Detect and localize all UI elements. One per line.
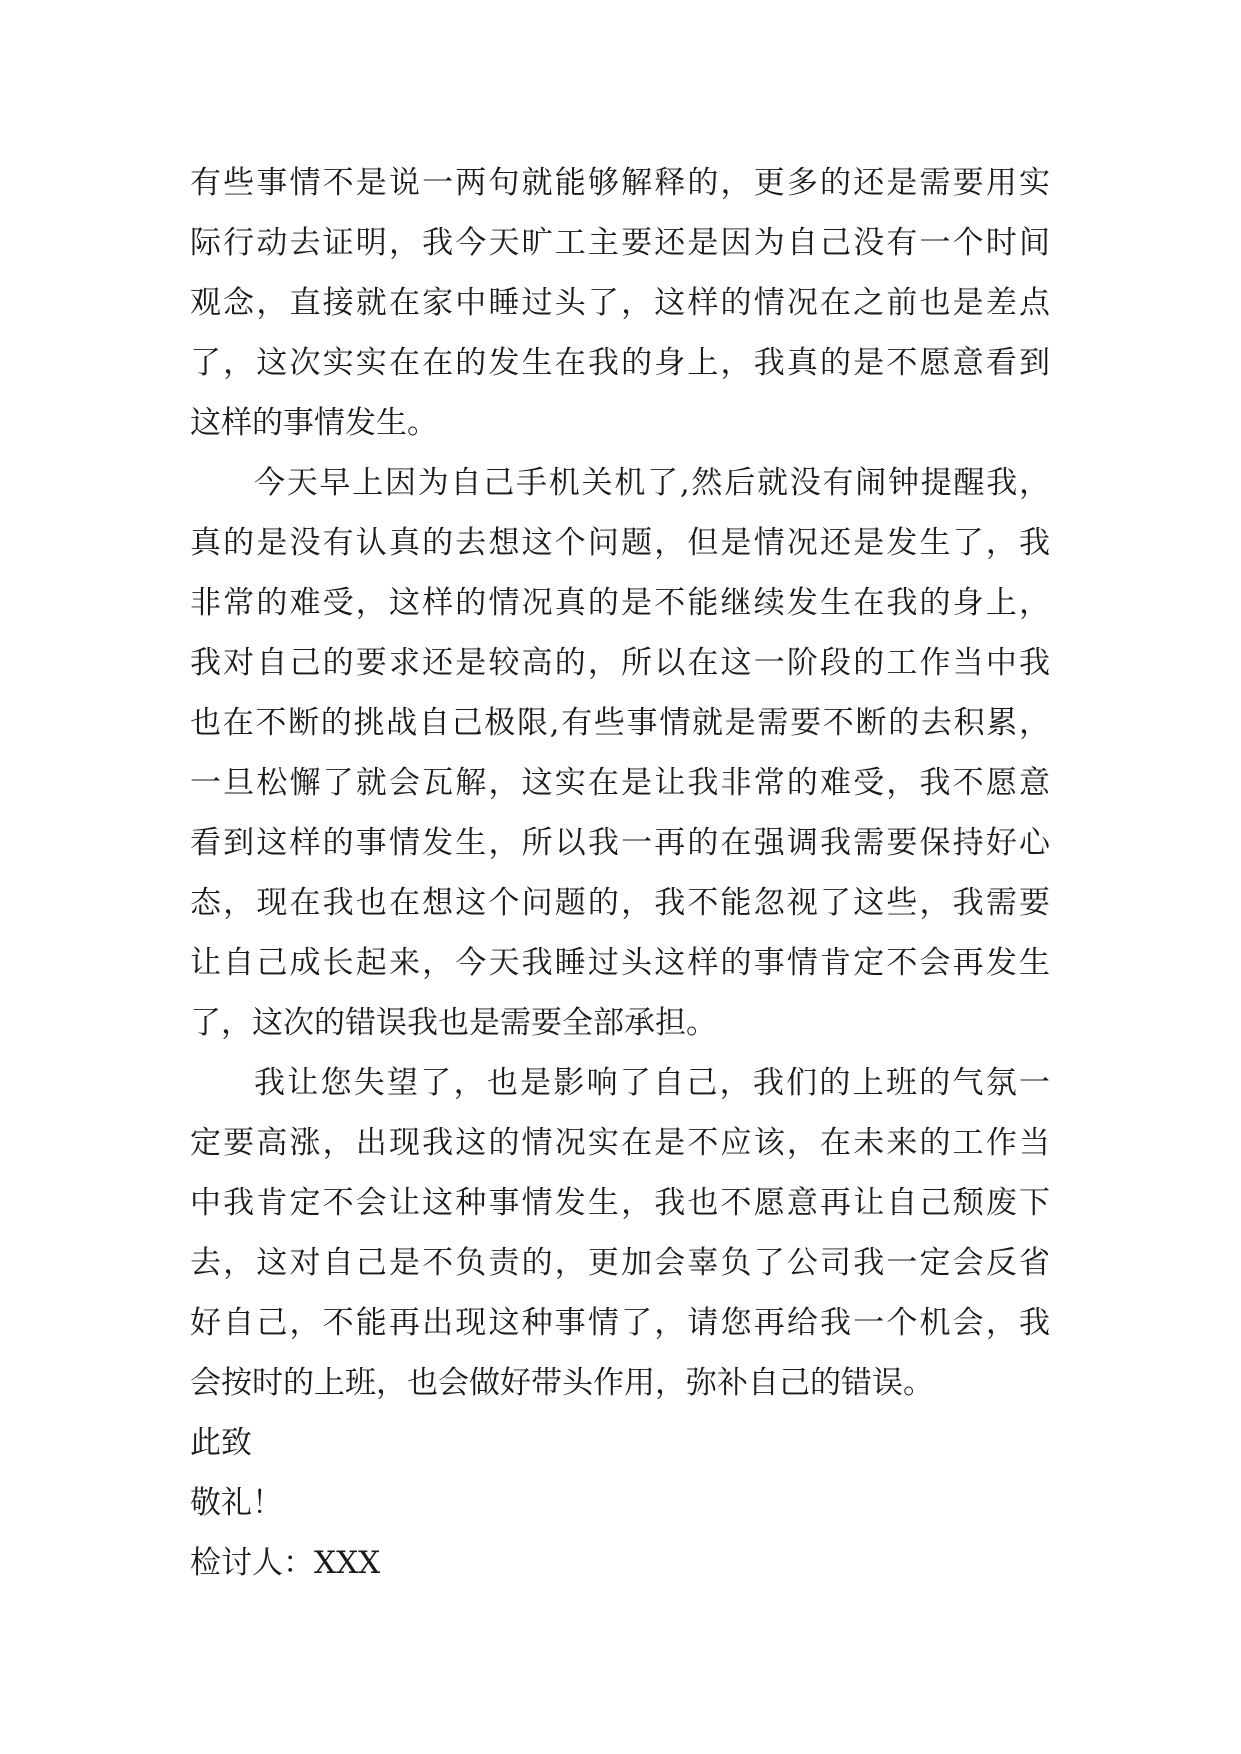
text-line: 中我肯定不会让这种事情发生，我也不愿意再让自己颓废下 bbox=[190, 1185, 1050, 1221]
signature-line: 检讨人：XXX bbox=[190, 1545, 381, 1581]
text-line: 我对自己的要求还是较高的，所以在这一阶段的工作当中我 bbox=[190, 645, 1050, 681]
document-body bbox=[190, 153, 1050, 1593]
text-line: 让自己成长起来，今天我睡过头这样的事情肯定不会再发生 bbox=[190, 945, 1050, 981]
text-line: 观念，直接就在家中睡过头了，这样的情况在之前也是差点 bbox=[190, 285, 1050, 321]
text-line: 真的是没有认真的去想这个问题，但是情况还是发生了，我 bbox=[190, 525, 1050, 561]
closing-regards: 敬礼！ bbox=[190, 1485, 283, 1521]
closing-block bbox=[190, 1413, 1050, 1593]
closing-salutation: 此致 bbox=[190, 1425, 252, 1461]
text-line: 际行动去证明，我今天旷工主要还是因为自己没有一个时间 bbox=[190, 225, 1050, 261]
text-line: 有些事情不是说一两句就能够解释的，更多的还是需要用实 bbox=[190, 165, 1050, 201]
text-line: 我让您失望了，也是影响了自己，我们的上班的气氛一 bbox=[254, 1065, 1050, 1101]
text-line: 态，现在我也在想这个问题的，我不能忽视了这些，我需要 bbox=[190, 885, 1050, 921]
paragraph-3 bbox=[190, 1053, 1050, 1413]
text-line: 了，这次实实在在的发生在我的身上，我真的是不愿意看到 bbox=[190, 345, 1050, 381]
text-line: 会按时的上班，也会做好带头作用，弥补自己的错误。 bbox=[190, 1365, 934, 1401]
text-line: 非常的难受，这样的情况真的是不能继续发生在我的身上， bbox=[190, 585, 1050, 621]
text-line: 去，这对自己是不负责的，更加会辜负了公司我一定会反省 bbox=[190, 1245, 1050, 1281]
text-line: 这样的事情发生。 bbox=[190, 405, 438, 441]
text-line: 也在不断的挑战自己极限,有些事情就是需要不断的去积累， bbox=[190, 705, 1050, 741]
text-line: 看到这样的事情发生，所以我一再的在强调我需要保持好心 bbox=[190, 825, 1050, 861]
text-line: 好自己，不能再出现这种事情了，请您再给我一个机会，我 bbox=[190, 1305, 1050, 1341]
text-line: 今天早上因为自己手机关机了,然后就没有闹钟提醒我， bbox=[254, 465, 1050, 501]
paragraph-2 bbox=[190, 453, 1050, 1053]
paragraph-1 bbox=[190, 153, 1050, 453]
text-line: 定要高涨，出现我这的情况实在是不应该，在未来的工作当 bbox=[190, 1125, 1050, 1161]
text-line: 了，这次的错误我也是需要全部承担。 bbox=[190, 1005, 717, 1041]
text-line: 一旦松懈了就会瓦解，这实在是让我非常的难受，我不愿意 bbox=[190, 765, 1050, 801]
